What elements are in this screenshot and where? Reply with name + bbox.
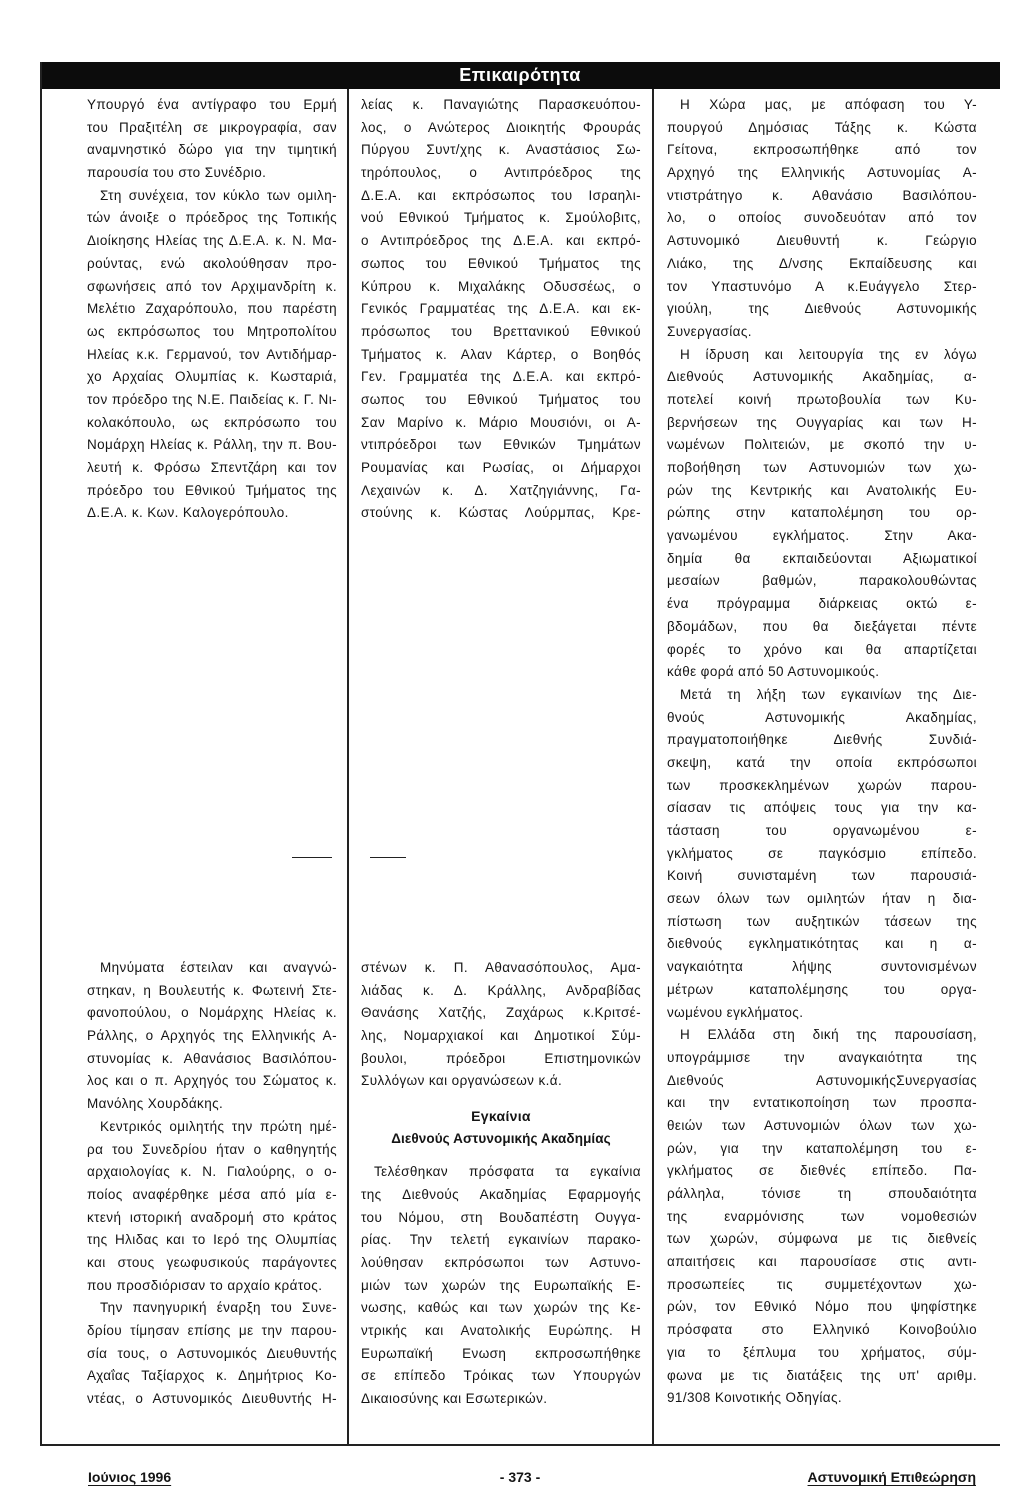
paragraph — [87, 185, 337, 525]
text-line: Μανόλης Χουρδάκης. — [87, 1096, 224, 1112]
text-line: λείας κ. Παναγιώτης Παρασκευόπου- — [361, 97, 641, 112]
text-line: ντέας, ο Αστυνομικός Διευθυντής Η- — [87, 1391, 337, 1407]
text-line: πρόσφατα στο Ελληνικό Κοινοβούλιο — [667, 1322, 977, 1338]
text-line: Μελέτιο Ζαχαρόπουλο, που παρέστη — [87, 301, 337, 317]
text-line: φωνα με τις διατάξεις της υπ' αριθμ. — [667, 1367, 977, 1383]
text-line: για το ξέπλυμα του χρήματος, σύμ- — [667, 1344, 977, 1360]
text-line: ντρικής και Ανατολικής Ευρώπης. Η — [361, 1323, 641, 1338]
text-line: κάθε φορά από 50 Αστυνομικούς. — [667, 664, 880, 680]
text-line: Διεθνούς ΑστυνομικήςΣυνεργασίας — [667, 1072, 977, 1088]
text-line: 91/308 Κοινοτικής Οδηγίας. — [667, 1390, 843, 1406]
text-line: φορές το χρόνο και θα απαρτίζεται — [667, 641, 977, 657]
text-line: ντιπρόεδροι των Εθνικών Τμημάτων — [361, 437, 641, 453]
text-line: Την πανηγυρική έναρξη του Συνε- — [100, 1300, 337, 1316]
paragraph — [667, 684, 977, 1024]
text-line: λούθησαν εκπρόσωποι των Αστυνο- — [361, 1254, 641, 1270]
text-line: σεων όλων των ομιλητών ήταν η δια- — [667, 891, 977, 907]
text-line: ένα πρόγραμμα διάρκειας οκτώ ε- — [667, 596, 977, 612]
text-line: παρουσία του στο Συνέδριο. — [87, 165, 267, 181]
subsection-heading-title: Εγκαίνια — [471, 1108, 531, 1125]
text-line: θνούς Αστυνομικής Ακαδημίας, — [667, 709, 977, 725]
column-2-bottom-part-b — [361, 1161, 641, 1411]
column-1-bottom — [87, 957, 337, 1411]
text-line: υπογράμμισε την αναγκαιότητα της — [667, 1049, 977, 1065]
text-line: Δ.Ε.Α. και εκπρόσωπος του Ισραηλι- — [361, 187, 641, 203]
text-line: ρα του Συνεδρίου ήταν ο καθηγητής — [87, 1141, 337, 1157]
footer-page-number: - 373 - — [499, 1469, 541, 1485]
text-line: Γενικός Γραμματέας της Δ.Ε.Α. και εκ- — [361, 301, 641, 317]
text-line: Ράλλης, ο Αρχηγός της Ελληνικής Α- — [87, 1028, 337, 1044]
text-line: νού Εθνικού Τμήματος κ. Σμούλοβιτς, — [361, 210, 641, 226]
text-line: θειών των Αστυνομιών όλων των χω- — [667, 1117, 977, 1133]
text-line: βερνήσεων της Ουγγαρίας και των Η- — [667, 414, 977, 430]
text-line: σωπος του Εθνικού Τμήματος της — [361, 255, 641, 271]
text-line: πραγματοποιήθηκε Διεθνής Συνδιά- — [667, 732, 977, 748]
text-line: σωπος του Εθνικού Τμήματος του — [361, 391, 641, 407]
decorative-dash — [370, 857, 406, 858]
text-line: αναμνηστικό δώρο για την τιμητική — [87, 142, 337, 158]
text-line: Κεντρικός ομιλητής την πρώτη ημέ- — [100, 1118, 337, 1134]
text-line: ποτελεί κοινή πρωτοβουλία των Κυ- — [667, 391, 977, 407]
text-line: Τελέσθηκαν πρόσφατα τα εγκαίνια — [374, 1164, 641, 1180]
section-header: Επικαιρότητα — [40, 62, 1000, 89]
text-line: κολακόπουλο, ως εκπρόσωπο του — [87, 414, 337, 430]
text-line: μεσαίων βαθμών, παρακολουθώντας — [667, 573, 977, 589]
column-2-bottom-part-a — [361, 957, 641, 1093]
text-line: Γεν. Γραμματέα της Δ.Ε.Α. και εκπρό- — [361, 369, 641, 385]
text-line: αρχαιολογίας κ. Ν. Γιαλούρης, ο ο- — [87, 1164, 337, 1180]
column-2-bottom — [361, 957, 641, 1411]
text-line: Αστυνομικό Διευθυντή κ. Γεώργιο — [667, 233, 977, 249]
text-line: ως εκπρόσωπος του Μητροπολίτου — [87, 323, 337, 339]
text-line: Δικαιοσύνης και Εσωτερικών. — [361, 1391, 548, 1407]
text-line: Ρουμανίας και Ρωσίας, οι Δήμαρχοι — [361, 460, 641, 475]
paragraph — [87, 1297, 337, 1410]
text-line: Στη συνέχεια, τον κύκλο των ομιλη- — [100, 187, 337, 203]
text-line: δρίου τίμησαν επίσης με την παρου- — [87, 1323, 337, 1338]
text-line: Υπουργό ένα αντίγραφο του Ερμή — [87, 97, 337, 112]
bottom-rule — [40, 1444, 1000, 1446]
text-line: λο, ο οποίος συνοδευόταν από τον — [667, 210, 977, 226]
text-line: νωμένων Πολιτειών, με σκοπό την υ- — [667, 437, 977, 453]
column-1-top — [87, 94, 337, 525]
paragraph — [361, 94, 641, 525]
text-line: γκλήματος σε παγκόσμιο επίπεδο. — [667, 845, 977, 861]
paragraph — [667, 344, 977, 684]
text-line: Η Χώρα μας, με απόφαση του Υ- — [680, 97, 977, 112]
column-separator-1 — [347, 89, 349, 1445]
text-line: λευτή κ. Φρόσω Σπεντζάρη και τον — [87, 460, 337, 475]
text-line: Λιάκο, της Δ/νσης Εκπαίδευσης και — [667, 255, 977, 271]
text-line: και την εντατικοποίηση των προσπα- — [667, 1095, 977, 1111]
text-line: Κύπρου κ. Μιχαλάκης Οδυσσέως, ο — [361, 278, 641, 294]
text-line: ναγκαιότητα λήψης συντονισμένων — [667, 959, 977, 975]
text-line: γανωμένου εγκλήματος. Στην Ακα- — [667, 528, 977, 544]
text-line: των χωρών, σύμφωνα με τις διεθνείς — [667, 1231, 977, 1247]
text-line: πρόσωπος του Βρεττανικού Εθνικού — [361, 323, 641, 339]
text-line: στένων κ. Π. Αθανασόπουλος, Αμα- — [361, 960, 641, 975]
text-line: Νομάρχη Ηλείας κ. Ράλλη, την π. Βου- — [87, 437, 337, 453]
subsection-heading-subtitle: Διεθνούς Αστυνομικής Ακαδημίας — [391, 1130, 611, 1146]
text-line: ο Αντιπρόεδρος της Δ.Ε.Α. και εκπρό- — [361, 233, 641, 249]
text-line: μέτρων καταπολέμησης του οργα- — [667, 981, 977, 997]
text-line: ρίας. Την τελετή εγκαινίων παρακο- — [361, 1232, 641, 1248]
text-line: πίστωση των αυξητικών τάσεων της — [667, 913, 977, 929]
text-line: της Ηλιδας και το Ιερό της Ολυμπίας — [87, 1232, 337, 1248]
text-line: τηρόπουλος, ο Αντιπρόεδρος της — [361, 165, 641, 181]
text-line: ντιστράτηγο κ. Αθανάσιο Βασιλόπου- — [667, 187, 977, 203]
text-line: Αρχηγό της Ελληνικής Αστυνομίας Α- — [667, 165, 977, 181]
text-line: της εναρμόνισης των νομοθεσιών — [667, 1208, 977, 1224]
text-line: Η Ελλάδα στη δική της παρουσίαση, — [680, 1027, 977, 1043]
text-line: Η ίδρυση και λειτουργία της εν λόγω — [680, 346, 977, 362]
text-line: Μετά τη λήξη των εγκαινίων της Διε- — [680, 686, 977, 702]
subsection-heading — [361, 1105, 641, 1150]
text-line: που προσδιόρισαν το αρχαίο κράτος. — [87, 1277, 323, 1293]
paragraph — [87, 1116, 337, 1298]
text-line: Αχαΐας Ταξίαρχος κ. Δημήτριος Κο- — [87, 1368, 337, 1384]
text-line: Διοίκησης Ηλείας της Δ.Ε.Α. κ. Ν. Μα- — [87, 233, 337, 249]
decorative-dash — [292, 857, 332, 858]
text-line: ράλληλα, τόνισε τη σπουδαιότητα — [667, 1186, 977, 1201]
text-line: χο Αρχαίας Ολυμπίας κ. Κωσταριά, — [87, 369, 337, 385]
text-line: της Διεθνούς Ακαδημίας Εφαρμογής — [361, 1186, 641, 1202]
text-line: του Πραξιτέλη σε μικρογραφία, σαν — [87, 119, 337, 135]
text-line: δημία θα εκπαιδεύονται Αξιωματικοί — [667, 550, 977, 566]
text-line: λιάδας κ. Δ. Κράλλης, Ανδραβίδας — [361, 982, 641, 998]
paragraph — [361, 957, 641, 1093]
text-line: γιούλη, της Διεθνούς Αστυνομικής — [667, 301, 977, 317]
text-line: Συνεργασίας. — [667, 323, 752, 339]
text-line: σκεψη, κατά την οποία εκπρόσωποι — [667, 754, 977, 770]
column-2-top — [361, 94, 641, 525]
text-line: μιών των χωρών της Ευρωπαϊκής Ε- — [361, 1277, 641, 1293]
text-line: λος και ο π. Αρχηγός του Σώματος κ. — [87, 1073, 337, 1089]
text-line: κτενή ιστορική αναδρομή στο κράτος — [87, 1209, 337, 1225]
text-line: Μηνύματα έστειλαν και αναγνώ- — [100, 960, 337, 975]
text-line: τον πρόεδρο της Ν.Ε. Παιδείας κ. Γ. Νι- — [87, 391, 337, 407]
text-line: Ευρωπαϊκή Ενωση εκπροσωπήθηκε — [361, 1345, 641, 1361]
text-line: γκλήματος σε διεθνές επίπεδο. Πα- — [667, 1163, 977, 1179]
text-line: νωμένου εγκλήματος. — [667, 1004, 804, 1020]
text-line: Κοινή συνισταμένη των παρουσιά- — [667, 868, 977, 884]
text-line: βδομάδων, που θα διεξάγεται πέντε — [667, 618, 977, 634]
column-separator-2 — [652, 89, 654, 1445]
text-line: τον Υπαστυνόμο Α κ.Ευάγγελο Στερ- — [667, 278, 977, 294]
text-line: των προσκεκλημένων χωρών παρου- — [667, 777, 977, 793]
paragraph — [361, 1161, 641, 1411]
footer-issue-date: Ιούνιος 1996 — [88, 1469, 172, 1485]
text-line: σφωνήσεις από τον Αρχιμανδρίτη κ. — [87, 278, 337, 294]
paragraph — [667, 94, 977, 344]
text-line: Λεχαινών κ. Δ. Χατζηγιάννης, Γα- — [361, 482, 641, 498]
text-line: ρών, για την καταπολέμηση του ε- — [667, 1140, 977, 1156]
text-line: λης, Νομαρχιακοί και Δημοτικοί Σύμ- — [361, 1028, 641, 1044]
text-line: προσωπείες τις συμμετέχοντων χω- — [667, 1276, 977, 1292]
text-line: στηκαν, η Βουλευτής κ. Φωτεινή Στε- — [87, 982, 337, 998]
footer-magazine-title: Αστυνομική Επιθεώρηση — [807, 1469, 976, 1485]
text-line: ρούντας, ενώ ακολούθησαν προ- — [87, 255, 337, 271]
text-line: βουλοι, πρόεδροι Επιστημονικών — [361, 1050, 641, 1066]
text-line: Συλλόγων και οργανώσεων κ.ά. — [361, 1073, 563, 1089]
left-border-rule — [40, 62, 42, 1445]
text-line: Τμήματος κ. Αλαν Κάρτερ, ο Βοηθός — [361, 346, 641, 362]
text-line: σία τους, ο Αστυνομικός Διευθυντής — [87, 1345, 337, 1361]
column-3 — [667, 94, 977, 1410]
text-line: διεθνούς εγκληματικότητας και η α- — [667, 936, 977, 952]
paragraph — [87, 94, 337, 185]
text-line: Διεθνούς Αστυνομικής Ακαδημίας, α- — [667, 369, 977, 385]
text-line: ποίος αναφέρθηκε μέσα από μία ε- — [87, 1186, 337, 1202]
text-line: ποβοήθηση των Αστυνομιών των χω- — [667, 460, 977, 475]
text-line: Θανάσης Χατζής, Ζαχάρως κ.Κριτσέ- — [361, 1005, 641, 1021]
text-line: Πύργου Συντ/χης κ. Αναστάσιος Σω- — [361, 142, 641, 158]
text-line: Δ.Ε.Α. κ. Κων. Καλογερόπουλο. — [87, 505, 289, 521]
text-line: σίασαν τις απόψεις τους για την κα- — [667, 800, 977, 816]
paragraph — [87, 957, 337, 1116]
text-line: φανοπούλου, ο Νομάρχης Ηλείας κ. — [87, 1005, 337, 1021]
text-line: νωσης, καθώς και των χωρών της Κε- — [361, 1300, 641, 1316]
text-line: ρώπης στην καταπολέμηση του ορ- — [667, 505, 977, 521]
text-line: απαιτήσεις και παρουσίασε στις αντι- — [667, 1254, 977, 1270]
paragraph — [667, 1024, 977, 1410]
text-line: τάσταση του οργανωμένου ε- — [667, 823, 977, 838]
text-line: τών άνοιξε ο πρόεδρος της Τοπικής — [87, 210, 337, 226]
text-line: σε επίπεδο Τρόικας των Υπουργών — [361, 1368, 641, 1384]
text-line: πρόεδρο του Εθνικού Τμήματος της — [87, 482, 337, 498]
text-line: στούνης κ. Κώστας Λούρμπας, Κρε- — [361, 505, 641, 521]
text-line: Γείτονα, εκπροσωπήθηκε από τον — [667, 142, 977, 158]
text-line: ρών της Κεντρικής και Ανατολικής Ευ- — [667, 482, 977, 498]
text-line: πουργού Δημόσιας Τάξης κ. Κώστα — [667, 119, 977, 135]
text-line: και στους γεωφυσικούς παράγοντες — [87, 1254, 337, 1270]
text-line: Σαν Μαρίνο κ. Μάριο Μουσιόνι, οι Α- — [361, 414, 641, 430]
text-line: στυνομίας κ. Αθανάσιος Βασιλόπου- — [87, 1050, 337, 1066]
text-line: του Νόμου, στη Βουδαπέστη Ουγγα- — [361, 1209, 641, 1225]
text-line: Ηλείας κ.κ. Γερμανού, τον Αντιδήμαρ- — [87, 346, 337, 362]
text-line: λος, ο Ανώτερος Διοικητής Φρουράς — [361, 119, 641, 135]
text-line: ρών, τον Εθνικό Νόμο που ψηφίστηκε — [667, 1299, 977, 1315]
